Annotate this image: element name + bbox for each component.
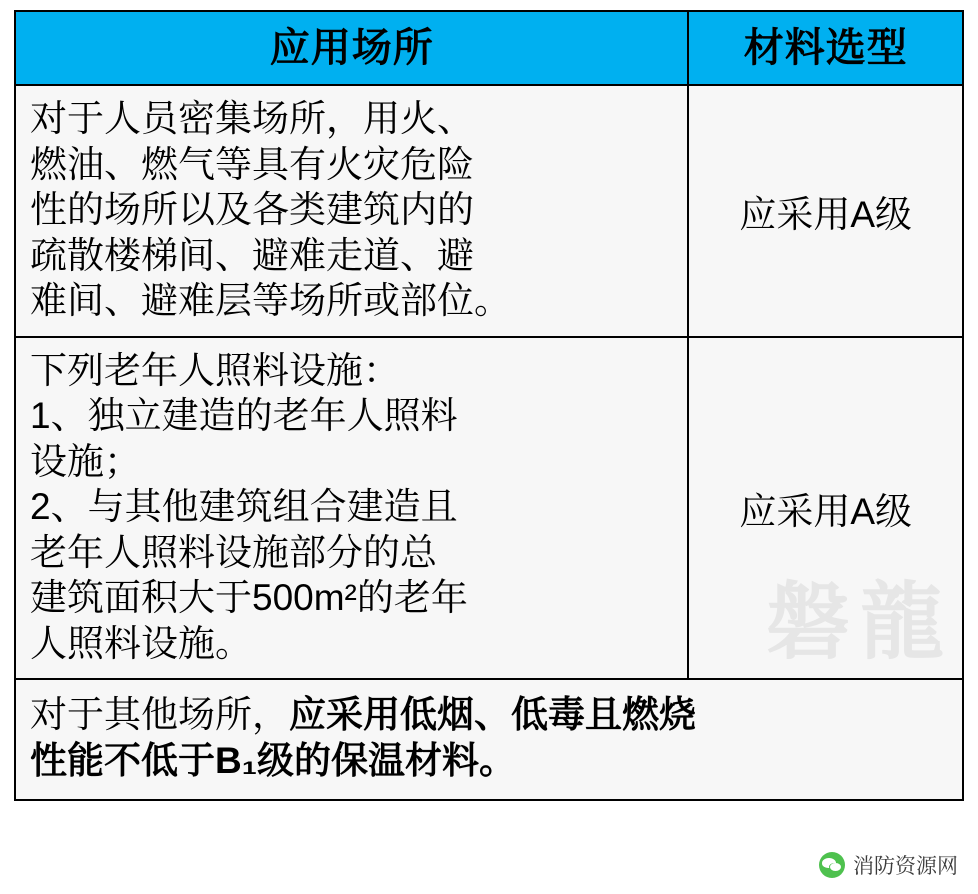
material-value-1: 应采用A级 — [739, 193, 913, 235]
scene-line: 燃油、燃气等具有火灾危险 — [30, 143, 474, 185]
table-header-row — [15, 11, 963, 85]
scene-line: 1、独立建造的老年人照料 — [30, 395, 458, 436]
wechat-icon — [819, 852, 845, 878]
scene-text-2 — [16, 338, 687, 679]
table-row — [15, 337, 963, 680]
table-row-footer — [15, 679, 963, 800]
scene-line: 对于人员密集场所，用火、 — [30, 98, 474, 139]
scene-cell-2 — [15, 337, 688, 680]
source-brand-label: 消防资源网 — [853, 855, 958, 878]
scene-line: 老年人照料设施部分的总 — [30, 531, 437, 573]
spec-table-container — [14, 10, 964, 801]
material-cell-1 — [688, 85, 963, 337]
footer-note-cell — [15, 679, 963, 800]
material-value-2: 应采用A级 — [739, 490, 913, 532]
scene-line: 下列老年人照料设施： — [30, 349, 400, 391]
spec-table — [14, 10, 964, 801]
watermark-text: 磐龍 — [765, 573, 954, 671]
scene-line: 2、与其他建筑组合建造且 — [30, 486, 458, 527]
footer-note-part-bold-1: 应采用低烟、低毒且燃烧 — [289, 694, 696, 735]
scene-line: 建筑面积大于500m²的老年 — [30, 577, 468, 618]
scene-line: 难间、避难层等场所或部位。 — [30, 280, 511, 321]
footer-note-text — [16, 680, 962, 799]
scene-line: 性的场所以及各类建筑内的 — [30, 189, 474, 230]
column-header-application-scene: 应用场所 — [15, 11, 688, 85]
scene-line: 人照料设施。 — [30, 622, 252, 664]
material-cell-2 — [688, 337, 963, 680]
scene-line: 设施； — [30, 440, 141, 482]
column-header-material-selection: 材料选型 — [688, 11, 963, 85]
scene-text-1 — [16, 86, 687, 336]
source-brand — [819, 850, 958, 880]
scene-line: 疏散楼梯间、避难走道、避 — [30, 234, 474, 276]
table-header — [15, 11, 963, 85]
footer-note-part-plain: 对于其他场所， — [30, 694, 289, 735]
table-body — [15, 85, 963, 800]
scene-cell-1 — [15, 85, 688, 337]
footer-note-part-bold-2: 性能不低于B₁级的保温材料。 — [30, 740, 517, 782]
table-row — [15, 85, 963, 337]
